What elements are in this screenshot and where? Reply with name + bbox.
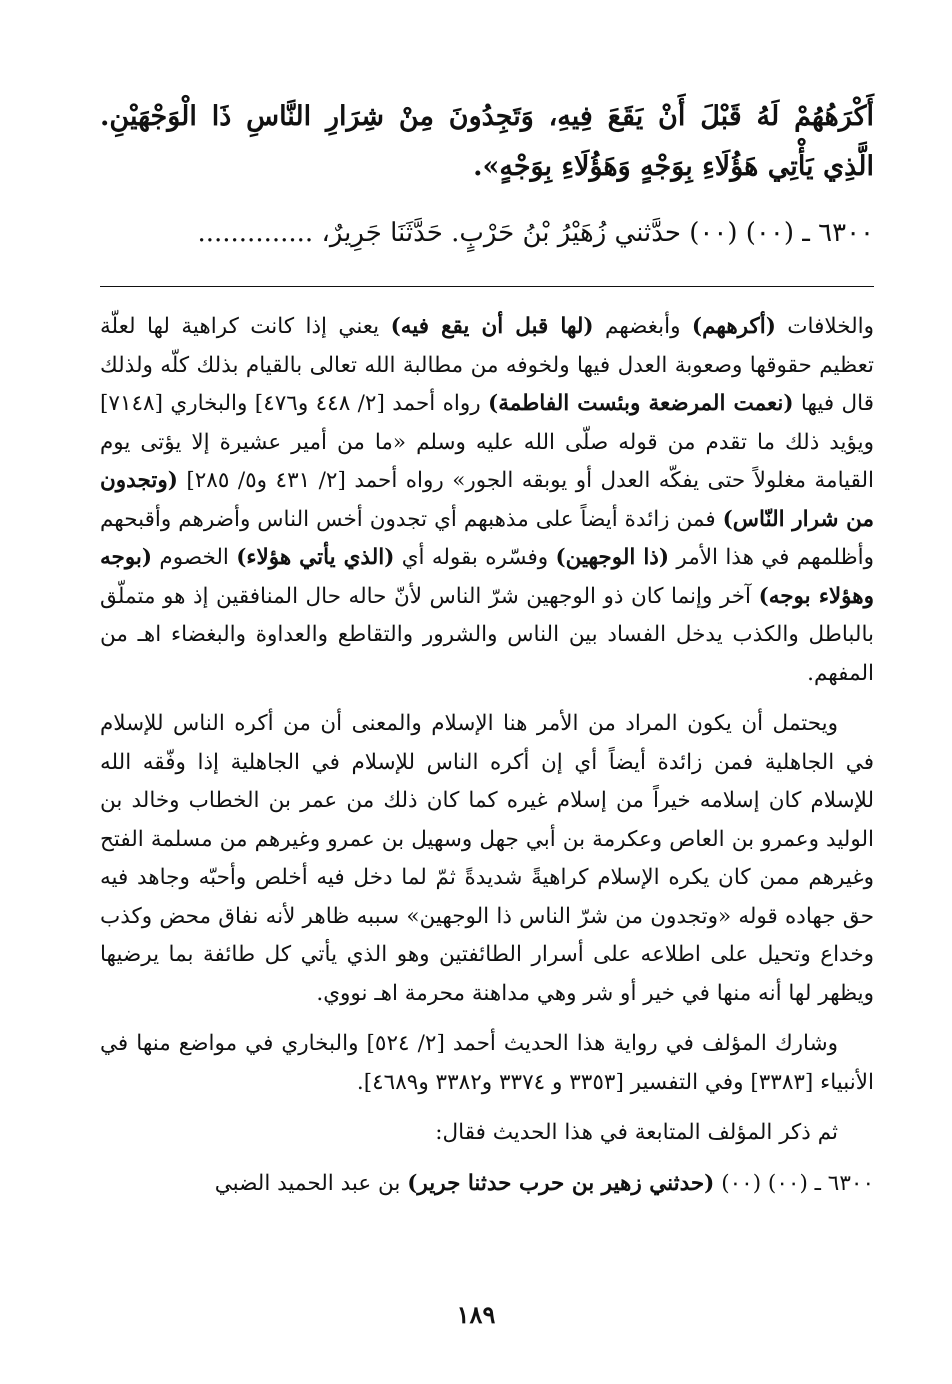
commentary-paragraph-5: [100, 1165, 874, 1204]
page-number: ١٨٩: [456, 1300, 496, 1329]
commentary-paragraph-1: [100, 308, 874, 693]
text-run: فمن زائدة أيضاً على مذهبهم أي تجدون أخس الناس وأضرهم وأقبحهم وأظلمهم في هذا الأمر: [100, 506, 874, 570]
text-run: بن عبد الحميد الضبي: [214, 1170, 408, 1196]
text-run: والخلافات: [775, 314, 874, 339]
commentary-section: [100, 308, 874, 1215]
text-run: ٦٣٠٠ ـ (٠٠) (٠٠): [714, 1170, 874, 1196]
commentary-paragraph-2: ويحتمل أن يكون المراد من الأمر هنا الإسلام والمعنى أن من أكره الناس للإسلام في الجاهلية فمن زائدة أيضاً أي إن أكره الناس للإسلام في الجاهلية إذا وفّقه الله للإسلام كان إسلامه خيراً من إسلام غيره كما كان ذلك من عمر بن الخطاب وخالد بن الوليد وعمرو بن العاص وعكرمة بن أبي جهل وسهيل بن عمرو وغيرهم من مسلمة الفتح وغيرهم ممن كان يكره الإسلام كراهيةً شديدةً ثمّ لما دخل فيه أخلص وأحبّه وجاهد فيه حق جهاده قوله «وتجدون من شرّ الناس ذا الوجهين» سببه ظاهر لأنه نفاق محض وكذب وخداع وتحيل على اطلاعه على أسرار الطائفتين وهو الذي يأتي كل طائفة بما يرضيها ويظهر لها أنه منها في خير أو شر وهي مداهنة محرمة اهـ نووي.: [100, 711, 874, 1006]
commentary-paragraph-4: ثم ذكر المؤلف المتابعة في هذا الحديث فقال:: [435, 1120, 838, 1145]
quoted-phrase: (لها قبل أن يقع فيه): [390, 314, 594, 339]
footnote-divider: [100, 286, 874, 287]
isnad-chain-top: ٦٣٠٠ ـ (٠٠) (٠٠) حدَّثني زُهَيْرُ بْنُ حَرْبٍ. حَدَّثَنَا جَرِيرٌ، ..............: [197, 218, 874, 248]
text-run: آخر وإنما كان ذو الوجهين شرّ الناس لأنّ حاله حال المنافقين إذ هو متملّق بالباطل والكذب يدخل الفساد بين الناس والشرور والتقاطع والعداوة والبغضاء اهـ من المفهم.: [100, 583, 874, 686]
quoted-phrase: (نعمت المرضعة وبئست الفاطمة): [488, 391, 794, 416]
commentary-paragraph-3: وشارك المؤلف في رواية هذا الحديث أحمد [٢/ ٥٢٤] والبخاري في مواضع منها في الأنبياء [٣٣٨٣] وفي التفسير [٣٣٥٣ و ٣٣٧٤ و٣٣٨٢ و٤٦٨٩].: [100, 1031, 874, 1095]
hadith-text: أَكْرَهُهُمْ لَهُ قَبْلَ أَنْ يَقَعَ فِيهِ، وَتَجِدُونَ مِنْ شِرَارِ النَّاسِ ذَا الْوَجْهَيْنِ. الَّذِي يَأْتِي هَؤُلَاءِ بِوَجْهٍ وَهَؤُلَاءِ بِوَجْهٍ».: [100, 101, 874, 182]
quoted-phrase: (أكرههم): [691, 314, 776, 339]
text-run: وفسّره بقوله أي: [394, 545, 556, 570]
quoted-phrase: (ذا الوجهين): [555, 545, 670, 570]
text-run: يعني إذا كانت كراهية لها لعلّة تعظيم حقوقها وصعوبة العدل فيها ولخوفه من مطالبة الله تعالى بالقيام بذلك كلّه ولذلك قال فيها: [100, 314, 875, 416]
quoted-phrase: (الذي يأتي هؤلاء): [236, 545, 395, 570]
quoted-phrase: (وتجدون من شرار النّاس): [100, 468, 874, 532]
quoted-phrase: (حدثني زهير بن حرب حدثنا جرير): [407, 1170, 715, 1196]
text-run: رواه أحمد [٢/ ٤٤٨ و٤٧٦] والبخاري [٧١٤٨] ويؤيد ذلك ما تقدم من قوله صلّى الله عليه وسلم «ما من أمير عشيرة إلا يؤتى يوم القيامة مغلولاً حتى يفكّه العدل أو يوبقه الجور» رواه أحمد [٢/ ٤٣١ و٥/ ٢٨٥]: [100, 391, 875, 493]
text-run: الخصوم: [152, 545, 237, 570]
quoted-phrase: (بوجه وهؤلاء بوجه): [100, 545, 875, 609]
text-run: وأبغضهم: [593, 314, 692, 339]
